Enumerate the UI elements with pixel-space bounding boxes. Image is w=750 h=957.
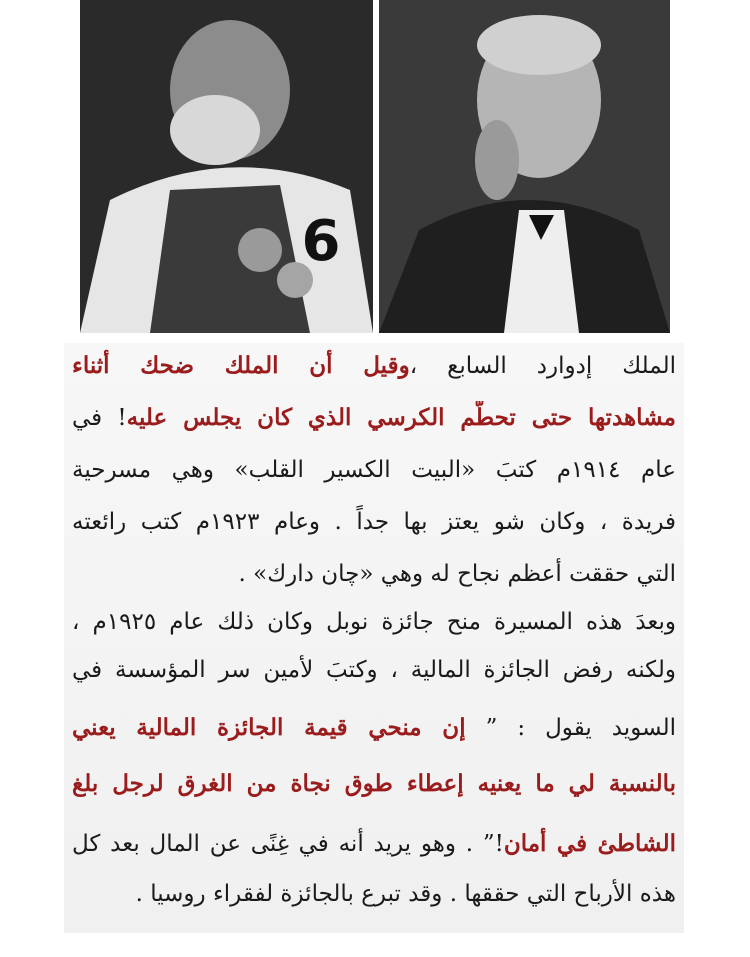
text-plain: هذه الأرباح التي حققها . وقد تبرع بالجائزة لفقراء روسيا . bbox=[135, 881, 676, 907]
portrait-bernard-shaw bbox=[379, 0, 670, 333]
text-plain: وبعدَ هذه المسيرة منح جائزة نوبل وكان ذلك عام ١٩٢٥م ، bbox=[72, 609, 676, 635]
text-line bbox=[72, 711, 676, 745]
text-plain: فريدة ، وكان شو يعتز بها جداً . وعام ١٩٢٣م كتب رائعته bbox=[72, 509, 676, 535]
text-highlight: وقيل أن الملك ضحك أثناء bbox=[72, 352, 410, 379]
text-line bbox=[72, 453, 676, 487]
text-line bbox=[72, 827, 676, 861]
photo-strip bbox=[80, 0, 670, 333]
article-text bbox=[64, 343, 684, 933]
portrait-bernard-shaw-image bbox=[379, 0, 670, 333]
text-line bbox=[72, 767, 676, 801]
number-badge: 6 bbox=[301, 209, 341, 274]
portrait-king-edward bbox=[80, 0, 373, 333]
text-plain: عام ١٩١٤م كتبَ «البيت الكسير القلب» وهي مسرحية bbox=[72, 457, 676, 483]
text-highlight: الشاطئ في أمان bbox=[503, 830, 676, 857]
text-plain: السويد يقول : ” bbox=[465, 715, 676, 741]
text-highlight: بالنسبة لي ما يعنيه إعطاء طوق نجاة من الغرق لرجل بلغ bbox=[72, 770, 676, 797]
text-plain: ولكنه رفض الجائزة المالية ، وكتبَ لأمين سر المؤسسة في bbox=[72, 657, 676, 683]
text-highlight: إن منحي قيمة الجائزة المالية يعني bbox=[72, 714, 466, 741]
text-line bbox=[72, 505, 676, 539]
text-line bbox=[72, 349, 676, 383]
text-plain: ! في bbox=[72, 405, 127, 431]
text-line bbox=[72, 877, 676, 911]
text-line bbox=[72, 653, 676, 687]
text-line bbox=[72, 401, 676, 435]
portrait-king-edward-image bbox=[80, 0, 373, 333]
text-highlight: مشاهدتها حتى تحطّم الكرسي الذي كان يجلس عليه bbox=[126, 404, 676, 431]
text-line bbox=[72, 605, 676, 639]
text-line bbox=[72, 557, 676, 591]
text-plain: !” . وهو يريد أنه في غِنًى عن المال بعد كل bbox=[72, 831, 504, 857]
text-plain: التي حققت أعظم نجاح له وهي «چان دارك» . bbox=[238, 561, 676, 587]
text-plain: الملك إدوارد السابع ، bbox=[409, 353, 676, 379]
